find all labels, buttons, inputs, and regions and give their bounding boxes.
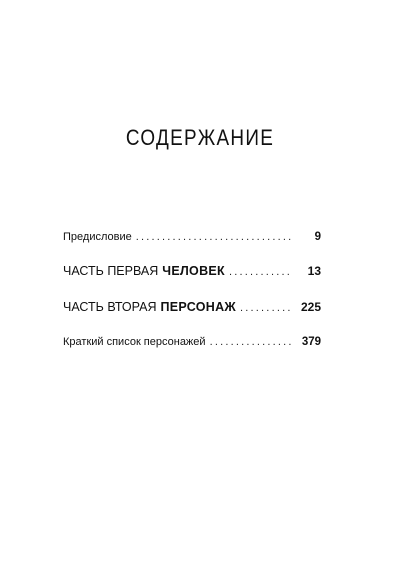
dot-leader xyxy=(240,302,293,314)
toc-entry-part-two[interactable] xyxy=(63,300,321,314)
toc-page-number: 225 xyxy=(300,300,321,314)
dot-leader xyxy=(229,266,293,278)
toc-entry-title: ЧЕЛОВЕК xyxy=(162,264,225,278)
dot-leader xyxy=(136,231,293,243)
toc-entry-part-one[interactable] xyxy=(63,264,321,278)
toc-entry-label: Краткий список персонажей xyxy=(63,336,206,348)
toc-page-number: 9 xyxy=(314,231,321,243)
toc-page-number: 13 xyxy=(307,264,321,278)
dot-leader xyxy=(210,336,293,348)
toc-entry-character-list[interactable] xyxy=(63,336,321,348)
toc-page-number: 379 xyxy=(301,336,321,348)
page-title: СОДЕРЖАНИЕ xyxy=(125,125,275,150)
toc-entry-label: ЧАСТЬ ВТОРАЯ xyxy=(63,300,157,314)
toc-entry-title: ПЕРСОНАЖ xyxy=(160,300,237,314)
toc-entry-preface[interactable] xyxy=(63,231,321,243)
toc-entry-label: ЧАСТЬ ПЕРВАЯ xyxy=(63,264,159,278)
toc-entry-label: Предисловие xyxy=(63,231,132,243)
